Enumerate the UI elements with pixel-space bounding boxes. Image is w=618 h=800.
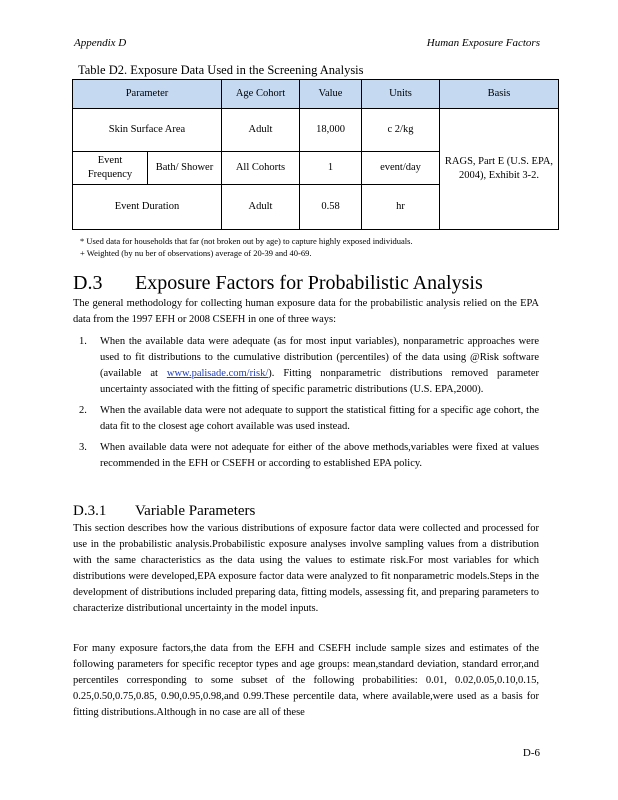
cell-units: event/day	[362, 152, 440, 185]
section-heading	[73, 272, 483, 295]
list-item	[79, 334, 539, 398]
cell-parameter-a: Event Frequency	[73, 152, 148, 185]
list-item	[79, 440, 539, 472]
table-note: * Used data for households that far (not broken out by age) to capture highly exposed individuals.	[80, 236, 413, 246]
cell-parameter-b: Bath/ Shower	[148, 152, 222, 185]
list-item-number: 3.	[79, 442, 87, 453]
section-title: Exposure Factors for Probabilistic Analysis	[135, 272, 483, 294]
list-item	[79, 403, 539, 435]
cell-basis: RAGS, Part E (U.S. EPA, 2004), Exhibit 3-2.	[440, 109, 559, 230]
subsection-title: Variable Parameters	[135, 503, 256, 519]
cell-value: 18,000	[300, 109, 362, 152]
header-basis: Basis	[440, 80, 559, 109]
cell-units: hr	[362, 185, 440, 230]
section-intro: The general methodology for collecting human exposure data for the probabilistic analysis relied on the EPA data from the 1997 EFH or 2008 CSEFH in one of three ways:	[73, 298, 539, 325]
list-item-number: 1.	[79, 336, 87, 347]
cell-age: Adult	[222, 109, 300, 152]
palisade-link[interactable]: www.palisade.com/risk/	[166, 368, 269, 379]
subsection-number: D.3.1	[73, 503, 107, 519]
list-item-text: ). Fitting nonparametric distributions removed parameter uncertainty associated with the fitting of specific parametric distributions (U.S. EPA,2000).	[100, 368, 539, 395]
header-appendix: Appendix D	[74, 37, 127, 49]
page-number: D-6	[522, 747, 540, 759]
list-item-text: When the available data were not adequate to support the statistical fitting for a specific age cohort, the data fit to the closest age cohort available was used instead.	[100, 405, 539, 432]
cell-value: 1	[300, 152, 362, 185]
table-notes	[80, 235, 413, 259]
subsection-paragraph-2: For many exposure factors,the data from the EFH and CSEFH include sample sizes and estimates of the following parameters for specific receptor types and age groups: mean,standard deviation, standard error,and percentiles corresponding to some subset of the following probabilities: 0.01, 0.02,0.05,0.10,0.15, 0.25,0.50,0.75,0.85, 0.90,0.95,0.98,and 0.99.These percentile data, where available,were used as a basis for fitting distributions.Although in no case are all of these	[73, 643, 539, 718]
table-row	[73, 109, 559, 152]
header-age-cohort: Age Cohort	[222, 80, 300, 109]
cell-parameter: Event Duration	[73, 185, 222, 230]
list-item-text: When available data were not adequate for either of the above methods,variables were fixed at values recommended in the EFH or CSEFH or according to established EPA policy.	[100, 442, 539, 469]
header-value: Value	[300, 80, 362, 109]
header-units: Units	[362, 80, 440, 109]
exposure-data-table	[72, 79, 559, 230]
cell-parameter: Skin Surface Area	[73, 109, 222, 152]
table-caption: Table D2. Exposure Data Used in the Screening Analysis	[78, 63, 364, 77]
subsection-heading	[73, 503, 255, 520]
subsection-paragraph-1: This section describes how the various distributions of exposure factor data were collected and processed for use in the probabilistic analysis.Probabilistic exposure analyses involve sampling values from a distribution with the same characteristics as the data using the values to estimate risk.For most variables for which distributions were developed,EPA exposure factor data were analyzed to fit nonparametric models.Steps in the development of distributions included preparing data, fitting models, assessing fit, and preparing parameters to characterize distributional uncertainty in the model inputs.	[73, 523, 539, 614]
cell-units: c 2/kg	[362, 109, 440, 152]
cell-value: 0.58	[300, 185, 362, 230]
header-title: Human Exposure Factors	[426, 37, 540, 49]
header-parameter: Parameter	[73, 80, 222, 109]
methods-list	[79, 334, 539, 477]
table-header-row	[73, 80, 559, 109]
table-note: + Weighted (by nu ber of observations) average of 20-39 and 40-69.	[80, 248, 312, 258]
list-item-text: When the available data were adequate (as for most input variables), nonparametric approaches were used to fit distributions to the cumulative distribution (percentiles) of the data using @Risk software (available at	[100, 336, 539, 379]
section-number: D.3	[73, 272, 103, 294]
cell-age: All Cohorts	[222, 152, 300, 185]
cell-age: Adult	[222, 185, 300, 230]
list-item-number: 2.	[79, 405, 87, 416]
